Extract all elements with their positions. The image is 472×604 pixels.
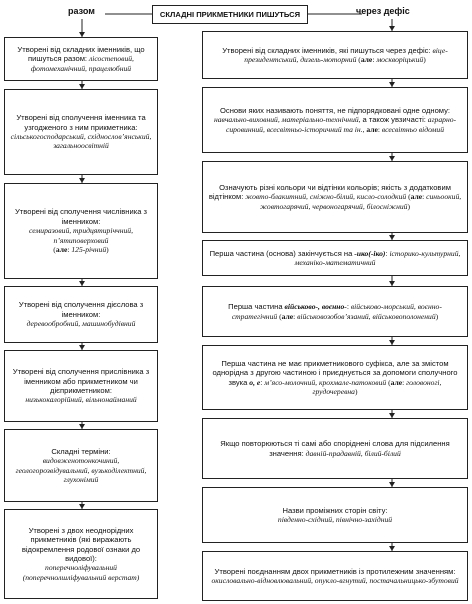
right-box-no-suffix: Перша частина не має прикметникового суфікса, але за змістом однорідна з другою частиною і приєднується за допомоги сполучного звука о, е: м’ясо-молочний, крохмале-патоковий (але: головоногі, грудочеревна) — [202, 345, 468, 410]
right-box-colors: Означують різні кольори чи відтінки кольорів; якість з додатковим відтінком: жовто-блакитний, сніжно-білий, кисло-солодкий (але: синьоокий, жовтогарячий, червоногарячий, білосніжний) — [202, 161, 468, 233]
right-box-repetition: Якщо повторюються ті самі або споріднені слова для підсилення значення: давній-прадавній, білий-білий — [202, 418, 468, 479]
right-box-military: Перша частина військово-, воєнно-: військово-морський, воєнно-стратегічний (але: військовозобов’язаний, військовополонений) — [202, 286, 468, 337]
left-column-heading: разом — [68, 6, 95, 16]
left-box-terms: Складні терміни: видовженотонкочиний, геологорозвідувальний, вузькоділектний, глухонімий — [4, 429, 158, 502]
left-box-numeral-noun: Утворені від сполучення числівника з іменником: семиразовий, тридцятиріччний, п’ятиповерховий (але: 125-річний) — [4, 183, 158, 279]
right-box-cardinal-directions: Назви проміжних сторін світу: південно-східний, північно-західний — [202, 487, 468, 543]
left-box-compound-nouns: Утворені від складних іменників, що пишуться разом: лісостеповий, фотомеханічний, працелюбний — [4, 37, 158, 81]
left-box-adverb-noun: Утворені від сполучення прислівника з іменником або прикметником чи дієприкметником: низькокалорійний, вільнонайманий — [4, 350, 158, 422]
right-box-coordinate-concepts: Основи яких називають поняття, не підпорядковані одне одному: навчально-виховний, матеріально-технічний, а також увзичасті: аграрно-сировинний, всесвітньо-історичний та ін., але: всесвітньо відомий — [202, 87, 468, 153]
right-box-hyphenated-nouns: Утворені від складних іменників, які пишуться через дефіс: віце-президентський, дизель-моторний (але: москворіцький) — [202, 31, 468, 79]
left-box-noun-adjective: Утворені від сполучення іменника та узгодженого з ним прикметника: сільськогосподарський, східнослов’янський, загальноосвітній — [4, 89, 158, 175]
right-box-iko-suffix: Перша частина (основа) закінчується на -ико(-іко): історико-культурний, механіко-математичний — [202, 240, 468, 276]
diagram-title: СКЛАДНІ ПРИКМЕТНИКИ ПИШУТЬСЯ — [152, 5, 308, 24]
right-column-heading: через дефіс — [356, 6, 410, 16]
left-box-heterogeneous-adjectives: Утворені з двох неоднорідних прикметників (які виражають відокремлення родової ознаки до видової): поперечноліфувальний (поперечнолшліфувальний верстат) — [4, 509, 158, 599]
right-box-opposite-meanings: Утворені поєднанням двох прикметників із протилежним значенням: окисловально-відновлювальний, опукло-вгнутий, постачальницько-збутовий — [202, 551, 468, 601]
left-box-verb-noun: Утворені від сполучення дієслова з іменником: деревообробний, машинобудівний — [4, 286, 158, 343]
